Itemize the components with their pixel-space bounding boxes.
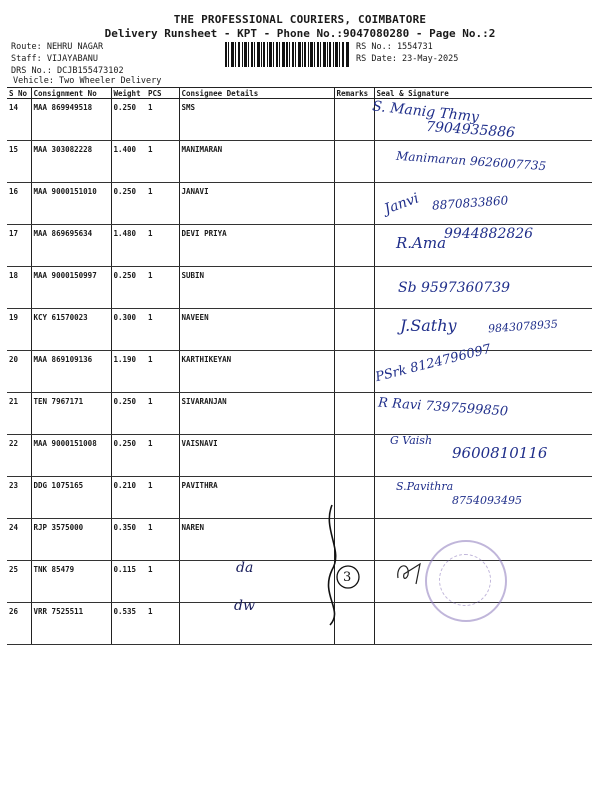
row-sno: 14: [7, 99, 31, 141]
row-consignment: TEN 7967171: [31, 393, 111, 435]
row-consignment: MAA 869949518: [31, 99, 111, 141]
rs-number: RS No.: 1554731: [356, 42, 433, 52]
row-sno: 23: [7, 477, 31, 519]
row-consignee: SMS: [179, 99, 334, 141]
row-weight: 0.250: [111, 99, 146, 141]
row-remarks: [334, 351, 374, 393]
col-weight: Weight: [111, 88, 146, 99]
row-weight: 1.480: [111, 225, 146, 267]
row-pcs: 1: [146, 603, 179, 645]
row-sno: 22: [7, 435, 31, 477]
row-consignee: DEVI PRIYA: [179, 225, 334, 267]
row-sno: 16: [7, 183, 31, 225]
row-weight: 0.350: [111, 519, 146, 561]
row-weight: 1.190: [111, 351, 146, 393]
handwritten-signature: R.Ama: [396, 234, 447, 252]
row-remarks: [334, 99, 374, 141]
row-consignment: MAA 303082228: [31, 141, 111, 183]
staff-label: Staff: VIJAYABANU: [11, 54, 98, 64]
row-remarks: [334, 267, 374, 309]
handwritten-phone: 8754093495: [452, 494, 522, 507]
row-remarks: [334, 393, 374, 435]
row-consignee: MANIMARAN: [179, 141, 334, 183]
row-pcs: 1: [146, 435, 179, 477]
runsheet-table: [7, 87, 592, 645]
row-remarks: [334, 141, 374, 183]
row-consignment: DDG 1075165: [31, 477, 111, 519]
row-consignment: KCY 61570023: [31, 309, 111, 351]
row-weight: 0.250: [111, 183, 146, 225]
handwritten-signature: R Ravi 7397599850: [377, 395, 509, 420]
row-sno: 19: [7, 309, 31, 351]
table-header-row: [7, 88, 592, 99]
route-label: Route: NEHRU NAGAR: [11, 42, 104, 52]
table-row: [7, 519, 592, 561]
row-consignee: SIVARANJAN: [179, 393, 334, 435]
row-consignment: MAA 9000150997: [31, 267, 111, 309]
col-pcs: PCS: [146, 88, 179, 99]
row-pcs: 1: [146, 519, 179, 561]
row-consignee: KARTHIKEYAN: [179, 351, 334, 393]
handwritten-mark: dw: [234, 598, 255, 614]
col-seal: Seal & Signature: [374, 88, 592, 99]
circled-number: 3: [343, 570, 352, 585]
runsheet-subtitle: Delivery Runsheet - KPT - Phone No.:9047080280 - Page No.:2: [104, 27, 496, 40]
row-sno: 15: [7, 141, 31, 183]
row-weight: 0.300: [111, 309, 146, 351]
row-pcs: 1: [146, 225, 179, 267]
rs-date: RS Date: 23-May-2025: [356, 54, 459, 64]
handwritten-phone: 9843078935: [487, 317, 559, 336]
handwritten-signature: Manimaran 9626007735: [395, 148, 547, 174]
row-pcs: 1: [146, 393, 179, 435]
row-sno: 26: [7, 603, 31, 645]
row-remarks: [334, 225, 374, 267]
row-consignee: PAVITHRA: [179, 477, 334, 519]
row-pcs: 1: [146, 477, 179, 519]
handwritten-mark: da: [236, 560, 254, 576]
handwritten-signature: S.Pavithra: [396, 480, 454, 493]
handwritten-phone: 7904935886: [425, 118, 516, 142]
handwritten-signature: G Vaish: [390, 434, 433, 447]
company-stamp: [425, 540, 507, 622]
table-row: [7, 603, 592, 645]
row-consignee: NAVEEN: [179, 309, 334, 351]
col-consignee: Consignee Details: [179, 88, 334, 99]
handwritten-signature: J.Sathy: [400, 316, 457, 335]
row-weight: 0.250: [111, 267, 146, 309]
handwritten-signature: PSrk 8124796097: [373, 341, 493, 386]
row-pcs: 1: [146, 309, 179, 351]
row-consignment: MAA 869695634: [31, 225, 111, 267]
handwritten-phone: 8870833860: [431, 193, 509, 213]
table-row: [7, 351, 592, 393]
row-weight: 0.250: [111, 393, 146, 435]
row-consignment: RJP 3575000: [31, 519, 111, 561]
col-consignment: Consignment No: [31, 88, 111, 99]
handwritten-signature: S. Manig Thmy: [371, 98, 480, 126]
row-remarks: [334, 435, 374, 477]
drs-number: DRS No.: DCJB155473102: [11, 66, 124, 76]
row-pcs: 1: [146, 267, 179, 309]
row-weight: 1.400: [111, 141, 146, 183]
barcode-image: [225, 42, 349, 67]
row-consignment: MAA 869109136: [31, 351, 111, 393]
row-remarks: [334, 183, 374, 225]
row-consignment: TNK 85479: [31, 561, 111, 603]
row-sno: 24: [7, 519, 31, 561]
row-sno: 18: [7, 267, 31, 309]
col-sno: S No: [7, 88, 31, 99]
row-pcs: 1: [146, 561, 179, 603]
row-consignment: MAA 9000151008: [31, 435, 111, 477]
row-weight: 0.210: [111, 477, 146, 519]
row-sno: 25: [7, 561, 31, 603]
row-consignee: [179, 561, 334, 603]
row-consignee: NAREN: [179, 519, 334, 561]
vehicle-label: Vehicle: Two Wheeler Delivery: [13, 76, 162, 86]
company-title: THE PROFESSIONAL COURIERS, COIMBATORE: [173, 13, 427, 26]
row-weight: 0.535: [111, 603, 146, 645]
row-consignee: JANAVI: [179, 183, 334, 225]
row-remarks: [334, 309, 374, 351]
row-consignment: VRR 7525511: [31, 603, 111, 645]
handwritten-phone: 9600810116: [452, 444, 548, 462]
row-weight: 0.250: [111, 435, 146, 477]
row-consignment: MAA 9000151010: [31, 183, 111, 225]
col-remarks: Remarks: [334, 88, 374, 99]
row-pcs: 1: [146, 183, 179, 225]
row-sno: 21: [7, 393, 31, 435]
bracket-mark: [314, 500, 364, 630]
handwritten-signature: Sb 9597360739: [398, 280, 511, 296]
row-consignee: [179, 603, 334, 645]
row-pcs: 1: [146, 351, 179, 393]
row-sno: 17: [7, 225, 31, 267]
row-consignee: VAISNAVI: [179, 435, 334, 477]
row-pcs: 1: [146, 141, 179, 183]
handwritten-phone: 9944882826: [444, 226, 534, 242]
row-weight: 0.115: [111, 561, 146, 603]
row-pcs: 1: [146, 99, 179, 141]
handwritten-signature: Janvi: [382, 190, 422, 218]
row-consignee: SUBIN: [179, 267, 334, 309]
row-sno: 20: [7, 351, 31, 393]
